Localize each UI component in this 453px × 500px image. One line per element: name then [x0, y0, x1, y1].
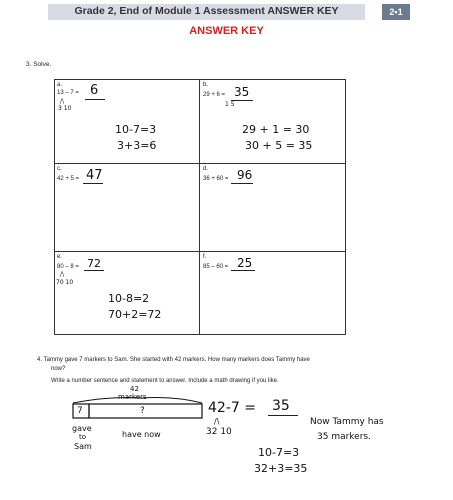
cell-f-answer: 25	[237, 256, 253, 270]
module-badge: 2•1	[382, 4, 410, 20]
cell-e-problem: 80 – 8 =	[57, 264, 79, 270]
grid-divider-row1	[54, 163, 346, 164]
cell-a-answer: 6	[90, 83, 99, 98]
cell-e-work2: 70+2=72	[108, 308, 162, 321]
cell-a-branch: /\	[60, 98, 65, 105]
cell-f-letter: f.	[203, 254, 207, 260]
cell-d-answer-line	[231, 183, 253, 184]
cell-c-letter: c.	[57, 166, 62, 172]
cell-b-letter: b.	[203, 82, 209, 88]
cell-e-answer-line	[84, 270, 104, 271]
tape-part2-value: ?	[140, 406, 145, 416]
cell-a-work2: 3+3=6	[117, 139, 157, 152]
cell-a-letter: a.	[57, 82, 63, 88]
q4-work1: 10-7=3	[258, 446, 300, 459]
q4-branch: /\	[214, 417, 220, 426]
label-to: to	[79, 433, 87, 441]
cell-c-answer-line	[83, 183, 103, 184]
answer-key-label: ANSWER KEY	[189, 25, 264, 37]
cell-b-answer: 35	[234, 85, 250, 99]
q4-equation-answer: 35	[272, 398, 290, 414]
cell-a-work1: 10-7=3	[115, 123, 157, 136]
cell-f-problem: 85 – 60 =	[203, 264, 229, 270]
label-have-now: have now	[122, 430, 161, 439]
tape-total-label: markers	[118, 393, 147, 401]
cell-a-problem: 13 – 7 =	[57, 90, 79, 96]
label-gave: gave	[72, 424, 92, 433]
q4-line1: 4. Tammy gave 7 markers to Sam. She started with 42 markers. How many markers does Tammy have	[37, 357, 310, 363]
cell-b-problem: 29 + 6 =	[203, 92, 226, 98]
cell-a-decomp: 3 10	[58, 105, 72, 112]
cell-d-answer: 96	[237, 168, 253, 182]
q4-statement-line2: 35 markers.	[317, 432, 371, 442]
q4-line3: Write a number sentence and statement to answer. Include a math drawing if you like.	[51, 378, 279, 384]
tape-part-unknown	[89, 404, 202, 418]
q3-grid	[54, 79, 346, 335]
q4-answer-line	[268, 415, 298, 416]
cell-e-answer: 72	[87, 257, 101, 270]
tape-total: 42	[130, 385, 139, 393]
cell-c-problem: 42 + 5 =	[57, 176, 80, 182]
q4-equation: 42-7 =	[208, 400, 256, 416]
tape-part1-value: 7	[77, 406, 83, 416]
cell-a-answer-line	[85, 99, 105, 100]
cell-b-decomp: 1 5	[225, 101, 235, 108]
cell-d-problem: 36 + 60 =	[203, 176, 229, 182]
q3-label: 3. Solve.	[26, 61, 52, 68]
cell-f-answer-line	[231, 270, 255, 271]
cell-b-work1: 29 + 1 = 30	[242, 123, 310, 136]
q4-work2: 32+3=35	[254, 462, 308, 475]
cell-e-letter: e.	[57, 254, 63, 260]
grid-divider-vertical	[199, 79, 200, 335]
cell-e-work1: 10-8=2	[108, 292, 150, 305]
q4-statement-line1: Now Tammy has	[310, 417, 384, 427]
cell-c-answer: 47	[86, 168, 103, 183]
q4-line2: now?	[51, 366, 66, 372]
label-sam: Sam	[74, 442, 92, 451]
cell-e-decomp: 70 10	[56, 279, 74, 286]
cell-b-work2: 30 + 5 = 35	[245, 139, 313, 152]
q4-eq-decomp: 32 10	[206, 427, 232, 437]
cell-e-branch: /\	[60, 271, 65, 278]
header-title: Grade 2, End of Module 1 Assessment ANSWER KEY	[74, 5, 339, 17]
grid-divider-row2	[54, 251, 346, 252]
cell-d-letter: d.	[203, 166, 209, 172]
